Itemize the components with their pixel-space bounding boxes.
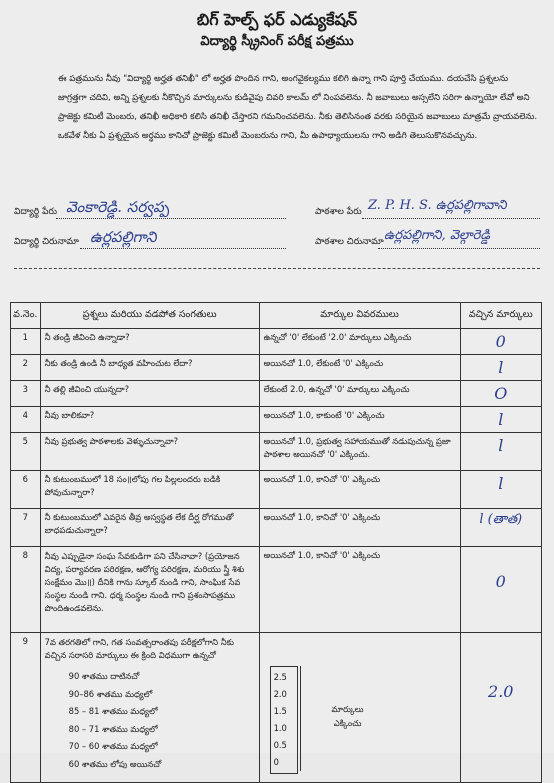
school-address-label: పాఠశాల చిరునామా: [315, 237, 384, 247]
scale-value: 0.5: [273, 740, 287, 750]
marks-scale: [270, 666, 298, 774]
row-marking: అయినచో 1.0, కానిచో '0' ఎక్కించు: [259, 547, 460, 633]
row-marking: లేకుంటే 2.0, ఉన్నచో '0' మార్కులు ఎక్కించు: [259, 381, 460, 407]
scale-value: 2.0: [273, 689, 287, 699]
grade-item: 90 శాతము దాటినచో: [68, 671, 140, 681]
row-marking: అయినచో 1.0, లేకుంటే '0' ఎక్కించు: [259, 355, 460, 381]
row-number: 1: [11, 329, 41, 355]
row-marking: అయినచో 1.0, కాకుంటే '0' ఎక్కించు: [259, 407, 460, 433]
table-header-row: [11, 303, 542, 329]
school-name-label: పాఠశాల పేరు: [315, 207, 362, 217]
row-question: నీకు తండ్రి ఉండి నీ బాధ్యత వహించుట లేదా?: [40, 355, 259, 381]
row-number: 9: [11, 633, 41, 783]
row-score-cell[interactable]: [460, 407, 541, 433]
row-marking: ఉన్నచో '0' లేకుంటే '2.0' మార్కులు ఎక్కించు: [259, 329, 460, 355]
table-row: [11, 433, 542, 471]
row-score-cell[interactable]: [460, 547, 541, 633]
row-question: నీవు ప్రభుత్వ పాఠశాలకు వెళ్ళుచున్నావా?: [40, 433, 259, 471]
header-sno: వ.నెం.: [11, 303, 41, 329]
table-row: [11, 381, 542, 407]
scale-value: 0: [273, 757, 279, 767]
separator: [14, 268, 540, 269]
scale-value: 1.5: [273, 706, 287, 716]
table-row: [11, 633, 542, 783]
row-number: 5: [11, 433, 41, 471]
table-row: [11, 407, 542, 433]
row-score: 0: [495, 572, 506, 591]
row-score-cell[interactable]: [460, 433, 541, 471]
row-question: నీవు ఎప్పుడైనా సంఘ సేవకుడిగా పని చేసినావా? (ప్రయోజన విద్య, పర్యావరణ పరిరక్షణ, ఆరోగ్య పరిరక్షణ, మరియు స్త్రీ శిశు సంక్షేమం మొ॥) దీనికి గాను స్కూల్ నుండి గాని, సాంఘిక సేవ సంస్థల నుండి గాని. ధర్మ సంస్థల నుండి గాని ప్రశంసాపత్రము పొందిఉండవలెను.: [40, 547, 259, 633]
table-row: [11, 329, 542, 355]
table-row: [11, 471, 542, 509]
grade-item: 80 – 71 శాతము మధ్యలో: [68, 723, 158, 734]
row-marking: అయినచో 1.0, కానిచో '0' ఎక్కించు: [259, 471, 460, 509]
instructions-text: ఈ పత్రమును నీవు "విద్యార్థి అర్హత తనిఖీ" లో అర్హత పొందిన గాని, అంగవైకల్యము కలిగి ఉన్నా గాని పూర్తి చేయుము. దయచేసి ప్రశ్నలను జాగ్రత్తగా చదివి, అన్ని ప్రశ్నలకు నీకొచ్చిన మార్కులను కుడివైపు చివరి కాలమ్ లో నింపవలెను. నీ జవాబులు అస్సలేని సరిగా ఉన్నాయో లేవో అని ప్రాజెక్టు కమిటీ మెంబరు, తనిఖీ అధికారి కలిసి తనిఖీ చేస్తారని గమనించవలెను. నీకు తెలిసినంత వరకు సరియైన జవాబులు మాత్రమే వ్రాయవలెను. ఒకవేళ నీకు ఏ ప్రశ్నయైన అర్ధము కానిచో ప్రాజెక్టు కమిటీ మెంబరును గాని, మీ ఉపాధ్యాయులను గాని అడిగి తెలుసుకొనవచ్చును.: [58, 74, 538, 141]
row-number: 3: [11, 381, 41, 407]
row-score: l: [498, 474, 504, 493]
row-question: నీ కుటుంబములో ఎవరైన తీవ్ర అస్వస్థత లేక దీర్ఘ రోగముతో బాధపడుచున్నారా?: [40, 509, 259, 547]
row-score: O: [494, 384, 508, 403]
marks-label: మార్కులు ఎక్కించు: [331, 704, 364, 728]
school-address-value[interactable]: ఉర్లపల్లిగాని, వెల్గారెడ్డి: [384, 228, 490, 243]
row-number: 7: [11, 509, 41, 547]
row-marking: అయినచో 1.0, కానిచో '0' ఎక్కించు: [259, 509, 460, 547]
row-score: l (తాత): [479, 512, 523, 527]
row-score-cell[interactable]: [460, 509, 541, 547]
row-marking-9: [259, 633, 460, 783]
school-name-value[interactable]: Z. P. H. S. ఉర్లపల్లిగావాని: [368, 198, 507, 213]
row-question: నీ కుటుంబములో 18 సం॥లోపు గల పిల్లలందరు బడికి పోవుచున్నారా?: [40, 471, 259, 509]
school-address-line: [378, 248, 540, 249]
scale-value: 1.0: [273, 723, 287, 733]
row-marking: అయినచో 1.0, ప్రభుత్వ సహాయముతో నడుపుచున్న ప్రజా పాఠశాల అయినచో '0' ఎక్కించు.: [259, 433, 460, 471]
form-subtitle: విద్యార్థి స్క్రీనింగ్ పరీక్ష పత్రము: [200, 34, 354, 49]
student-name-value[interactable]: వెంకారెడ్డి. సర్వప్ప: [66, 198, 170, 216]
table-row: [11, 547, 542, 633]
row-number: 4: [11, 407, 41, 433]
grade-list: [69, 668, 255, 773]
school-name-line: [362, 218, 540, 219]
student-address-label: విద్యార్థి చిరునామా: [14, 237, 79, 247]
row-score-cell[interactable]: [460, 355, 541, 381]
row-score: 2.0: [488, 682, 514, 701]
table-row: [11, 355, 542, 381]
row-score-cell[interactable]: [460, 381, 541, 407]
row-number: 8: [11, 547, 41, 633]
student-name-label: విద్యార్థి పేరు: [14, 207, 57, 217]
row-score: l: [498, 436, 504, 455]
row-question-9: [40, 633, 259, 783]
row-score-cell[interactable]: [460, 329, 541, 355]
row-score: l: [498, 410, 504, 429]
form-title: బిగ్ హెల్ప్ ఫర్ ఎడ్యుకేషన్: [196, 10, 358, 29]
row-score-cell[interactable]: [460, 471, 541, 509]
scale-value: 2.5: [273, 672, 287, 682]
row-number: 6: [11, 471, 41, 509]
grade-item: 85 – 81 శాతము మధ్యలో: [68, 706, 158, 716]
question-table: [10, 302, 542, 783]
row-question: 7వ తరగతిలో గాని, గత సంవత్సరాంతపు పరీక్షలోగాని నీకు వచ్చిన సరాసరి మార్కులు ఈ క్రింది విధముగా ఉన్నచో: [44, 637, 234, 660]
instructions: [58, 70, 538, 146]
grade-item: 60 శాతము లోపు అయినచో: [68, 758, 162, 769]
row-question: నీ తండ్రి జీవించి ఉన్నాడా?: [40, 329, 259, 355]
row-score: 0: [495, 332, 506, 351]
row-number: 2: [11, 355, 41, 381]
header-marks-obtained: వచ్చిన మార్కులు: [460, 303, 541, 329]
table-row: [11, 509, 542, 547]
student-address-value[interactable]: ఉర్లపల్లిగాని: [90, 228, 157, 246]
row-question: నీ తల్లి జీవించి యున్నదా?: [40, 381, 259, 407]
scale-brace: [300, 666, 301, 771]
grade-item: 70 – 60 శాతము మధ్యలో: [68, 741, 158, 751]
grade-item: 90–86 శాతము మధ్యలో: [68, 688, 153, 699]
row-question: నీవు బాలికవా?: [40, 407, 259, 433]
row-score-cell[interactable]: [460, 633, 541, 783]
row-score: l: [498, 358, 504, 377]
header-marks-details: మార్కుల వివరములు: [259, 303, 460, 329]
header-questions: ప్రశ్నలు మరియు వడపోత సంగతులు: [40, 303, 259, 329]
